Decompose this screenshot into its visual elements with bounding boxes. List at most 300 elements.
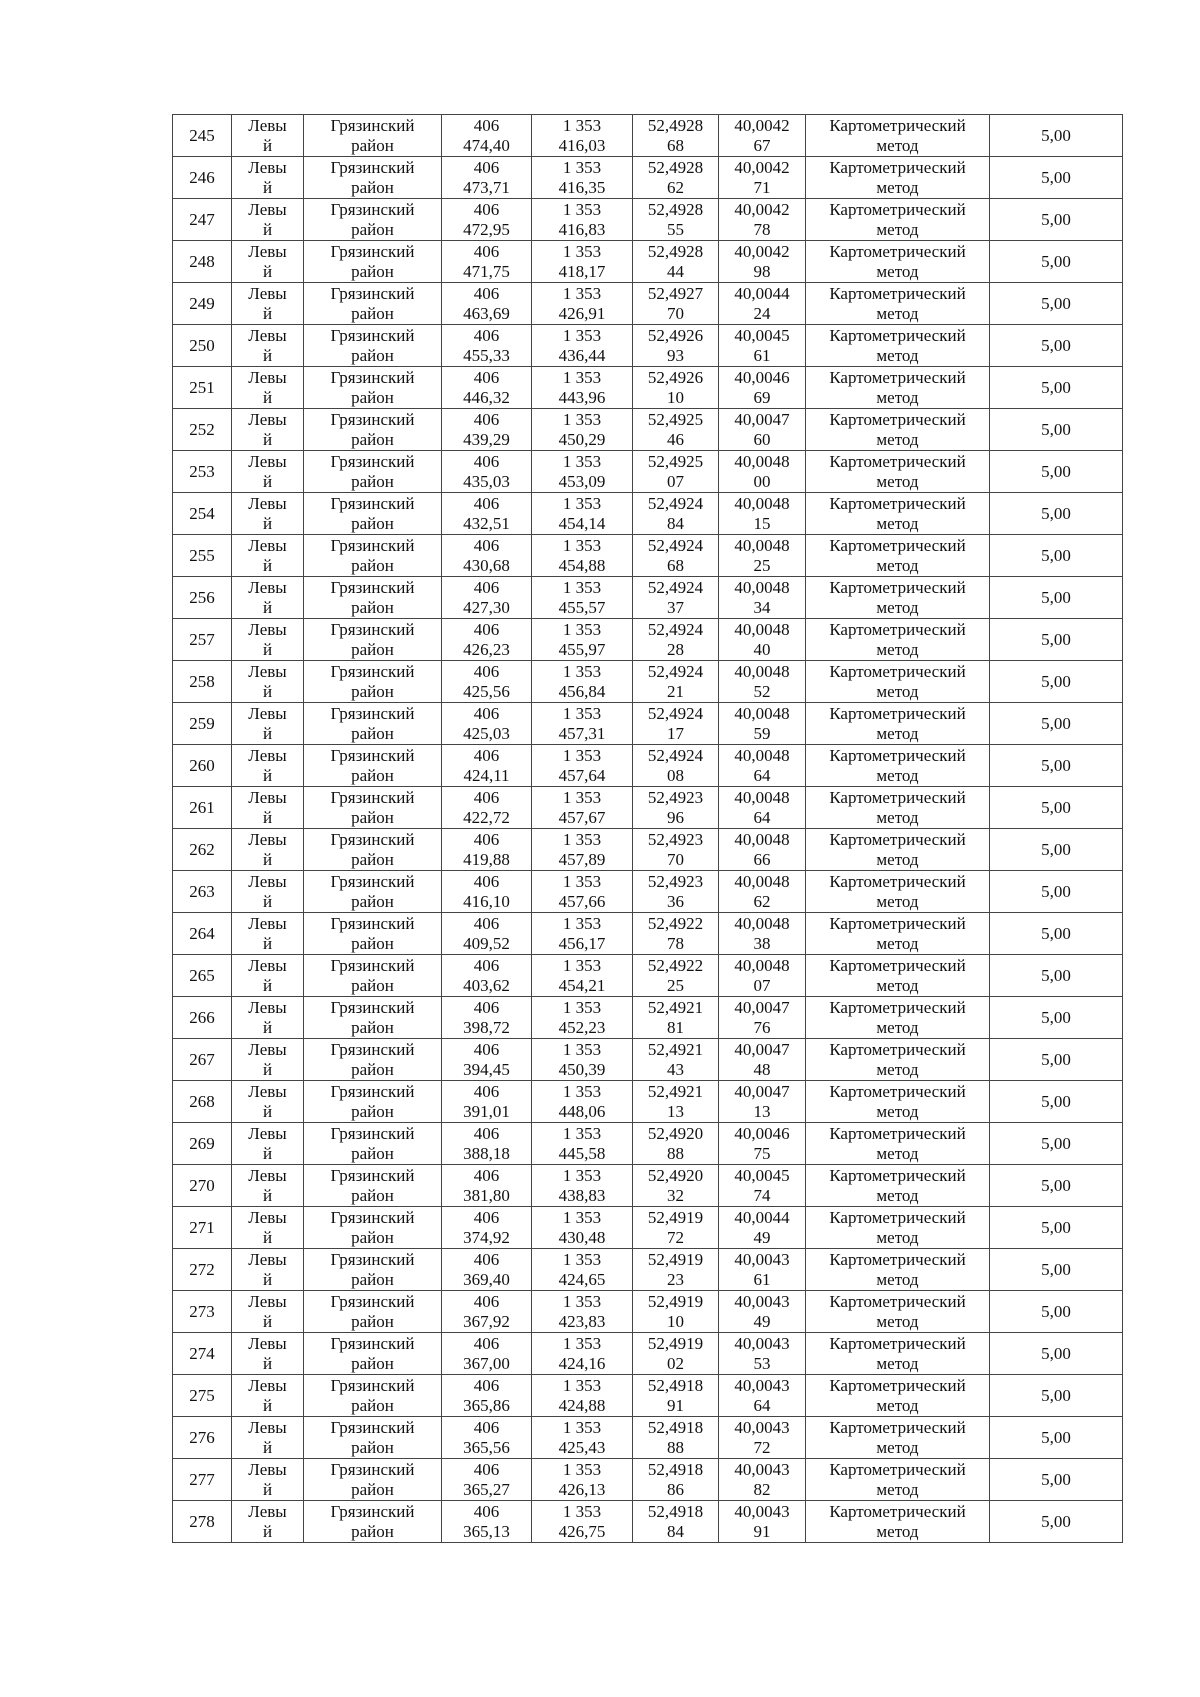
method-cell [806, 451, 990, 493]
longitude-line: 61 [753, 345, 771, 365]
y-coordinate-line: 1 353 [562, 1249, 602, 1269]
method-cell [806, 997, 990, 1039]
latitude-line: 10 [667, 1311, 684, 1331]
accuracy-cell: 5,00 [990, 1123, 1123, 1165]
longitude-line: 40,0042 [734, 241, 790, 261]
latitude-line: 52,4928 [647, 199, 704, 219]
method-line: метод [876, 1311, 919, 1331]
longitude-line: 49 [753, 1311, 771, 1331]
district-cell [304, 619, 442, 661]
x-coordinate-line: 425,56 [463, 681, 510, 701]
latitude-line: 55 [667, 219, 684, 239]
latitude-line: 62 [667, 177, 684, 197]
bank-side-line: Левы [248, 577, 287, 597]
bank-side-line: Левы [248, 871, 287, 891]
table-row [173, 1081, 1123, 1123]
latitude-line: 52,4921 [647, 997, 704, 1017]
y-coordinate-line: 450,29 [558, 429, 606, 449]
y-coordinate-line: 1 353 [562, 1039, 602, 1059]
method-line: метод [876, 219, 919, 239]
bank-side-line: Левы [248, 661, 287, 681]
bank-side-line: й [262, 681, 273, 701]
y-coordinate-line: 424,88 [558, 1395, 606, 1415]
bank-side-line: й [262, 135, 273, 155]
point-number-cell: 256 [173, 577, 232, 619]
bank-side-line: й [262, 303, 273, 323]
latitude-line: 88 [667, 1143, 684, 1163]
bank-side-cell [232, 199, 304, 241]
latitude-line: 52,4924 [647, 577, 704, 597]
bank-side-cell [232, 1249, 304, 1291]
bank-side-cell [232, 703, 304, 745]
x-coordinate-line: 406 [473, 997, 500, 1017]
x-coordinate-cell [442, 1459, 532, 1501]
y-coordinate-cell [532, 493, 633, 535]
longitude-line: 40,0043 [734, 1333, 790, 1353]
x-coordinate-cell [442, 787, 532, 829]
longitude-cell [719, 577, 806, 619]
y-coordinate-line: 1 353 [562, 1501, 602, 1521]
latitude-cell [633, 1249, 719, 1291]
x-coordinate-line: 369,40 [463, 1269, 510, 1289]
longitude-cell [719, 745, 806, 787]
table-row [173, 115, 1123, 157]
longitude-line: 38 [753, 933, 771, 953]
latitude-line: 43 [667, 1059, 684, 1079]
x-coordinate-line: 406 [473, 1207, 500, 1227]
longitude-cell [719, 115, 806, 157]
x-coordinate-cell [442, 577, 532, 619]
x-coordinate-line: 406 [473, 199, 500, 219]
latitude-line: 88 [667, 1437, 684, 1457]
y-coordinate-line: 1 353 [562, 115, 602, 135]
accuracy-cell: 5,00 [990, 703, 1123, 745]
method-line: Картометрический [829, 871, 966, 891]
longitude-line: 40,0046 [734, 1123, 790, 1143]
x-coordinate-line: 365,27 [463, 1479, 510, 1499]
y-coordinate-line: 455,57 [558, 597, 606, 617]
y-coordinate-cell [532, 535, 633, 577]
district-line: район [351, 1437, 394, 1457]
latitude-line: 86 [667, 1479, 684, 1499]
longitude-line: 48 [753, 1059, 771, 1079]
y-coordinate-cell [532, 1375, 633, 1417]
bank-side-cell [232, 1081, 304, 1123]
table-row [173, 493, 1123, 535]
method-cell [806, 157, 990, 199]
y-coordinate-line: 452,23 [558, 1017, 606, 1037]
method-line: метод [876, 303, 919, 323]
bank-side-line: Левы [248, 451, 287, 471]
x-coordinate-cell [442, 619, 532, 661]
point-number-cell: 261 [173, 787, 232, 829]
y-coordinate-line: 1 353 [562, 577, 602, 597]
x-coordinate-cell [442, 451, 532, 493]
accuracy-cell: 5,00 [990, 1459, 1123, 1501]
longitude-line: 40,0048 [734, 577, 790, 597]
method-cell [806, 241, 990, 283]
accuracy-cell: 5,00 [990, 745, 1123, 787]
bank-side-cell [232, 1417, 304, 1459]
accuracy-cell: 5,00 [990, 577, 1123, 619]
bank-side-cell [232, 1459, 304, 1501]
table-row [173, 325, 1123, 367]
x-coordinate-line: 398,72 [463, 1017, 510, 1037]
x-coordinate-line: 406 [473, 241, 500, 261]
longitude-cell [719, 1039, 806, 1081]
latitude-cell [633, 157, 719, 199]
latitude-line: 52,4928 [647, 115, 704, 135]
y-coordinate-cell [532, 367, 633, 409]
district-line: Грязинский [330, 1375, 415, 1395]
district-line: район [351, 891, 394, 911]
district-line: Грязинский [330, 283, 415, 303]
bank-side-cell [232, 451, 304, 493]
method-cell [806, 619, 990, 661]
point-number-cell: 266 [173, 997, 232, 1039]
y-coordinate-line: 1 353 [562, 745, 602, 765]
x-coordinate-line: 406 [473, 787, 500, 807]
method-cell [806, 409, 990, 451]
district-line: район [351, 261, 394, 281]
method-line: метод [876, 429, 919, 449]
latitude-line: 52,4919 [647, 1249, 704, 1269]
longitude-line: 74 [753, 1185, 771, 1205]
y-coordinate-cell [532, 577, 633, 619]
x-coordinate-line: 391,01 [463, 1101, 510, 1121]
latitude-line: 52,4923 [647, 787, 704, 807]
district-line: район [351, 975, 394, 995]
longitude-line: 64 [753, 765, 771, 785]
table-row [173, 283, 1123, 325]
district-line: район [351, 429, 394, 449]
method-line: метод [876, 177, 919, 197]
latitude-line: 68 [667, 135, 684, 155]
accuracy-cell: 5,00 [990, 1501, 1123, 1543]
point-number-cell: 248 [173, 241, 232, 283]
accuracy-cell: 5,00 [990, 1291, 1123, 1333]
district-line: Грязинский [330, 1081, 415, 1101]
method-line: метод [876, 597, 919, 617]
longitude-line: 34 [753, 597, 771, 617]
longitude-cell [719, 1333, 806, 1375]
point-number-cell: 275 [173, 1375, 232, 1417]
table-row [173, 1207, 1123, 1249]
district-line: Грязинский [330, 1291, 415, 1311]
latitude-cell [633, 787, 719, 829]
table-row [173, 1333, 1123, 1375]
longitude-line: 66 [753, 849, 771, 869]
latitude-cell [633, 619, 719, 661]
accuracy-cell: 5,00 [990, 409, 1123, 451]
district-line: Грязинский [330, 1501, 415, 1521]
bank-side-line: Левы [248, 1039, 287, 1059]
latitude-cell [633, 1291, 719, 1333]
y-coordinate-line: 443,96 [558, 387, 606, 407]
district-cell [304, 1459, 442, 1501]
y-coordinate-line: 448,06 [558, 1101, 606, 1121]
latitude-line: 17 [667, 723, 684, 743]
y-coordinate-cell [532, 451, 633, 493]
accuracy-cell: 5,00 [990, 955, 1123, 997]
method-cell [806, 955, 990, 997]
method-cell [806, 1333, 990, 1375]
table-row [173, 1459, 1123, 1501]
method-line: Картометрический [829, 367, 966, 387]
method-line: метод [876, 135, 919, 155]
district-line: район [351, 177, 394, 197]
bank-side-line: й [262, 555, 273, 575]
x-coordinate-line: 406 [473, 1375, 500, 1395]
y-coordinate-line: 454,21 [558, 975, 606, 995]
point-number-cell: 264 [173, 913, 232, 955]
y-coordinate-cell [532, 871, 633, 913]
longitude-line: 40,0048 [734, 535, 790, 555]
bank-side-line: Левы [248, 1417, 287, 1437]
x-coordinate-line: 439,29 [463, 429, 510, 449]
latitude-cell [633, 829, 719, 871]
x-coordinate-cell [442, 367, 532, 409]
y-coordinate-line: 1 353 [562, 1333, 602, 1353]
x-coordinate-line: 367,00 [463, 1353, 510, 1373]
x-coordinate-cell [442, 493, 532, 535]
district-line: район [351, 1521, 394, 1541]
x-coordinate-line: 374,92 [463, 1227, 510, 1247]
district-line: Грязинский [330, 367, 415, 387]
point-number-cell: 277 [173, 1459, 232, 1501]
x-coordinate-line: 406 [473, 1501, 500, 1521]
bank-side-line: й [262, 1479, 273, 1499]
bank-side-cell [232, 577, 304, 619]
x-coordinate-line: 406 [473, 451, 500, 471]
latitude-line: 52,4921 [647, 1081, 704, 1101]
district-line: район [351, 219, 394, 239]
x-coordinate-line: 424,11 [463, 765, 510, 785]
accuracy-cell: 5,00 [990, 1417, 1123, 1459]
point-number-cell: 276 [173, 1417, 232, 1459]
method-line: метод [876, 891, 919, 911]
y-coordinate-line: 416,03 [558, 135, 606, 155]
district-cell [304, 577, 442, 619]
bank-side-line: Левы [248, 829, 287, 849]
latitude-line: 28 [667, 639, 684, 659]
bank-side-cell [232, 1375, 304, 1417]
y-coordinate-cell [532, 1207, 633, 1249]
district-cell [304, 745, 442, 787]
table-row [173, 367, 1123, 409]
longitude-line: 98 [753, 261, 771, 281]
point-number-cell: 259 [173, 703, 232, 745]
latitude-line: 70 [667, 849, 684, 869]
y-coordinate-line: 418,17 [558, 261, 606, 281]
latitude-line: 52,4924 [647, 619, 704, 639]
district-cell [304, 283, 442, 325]
table-row [173, 1501, 1123, 1543]
longitude-line: 59 [753, 723, 771, 743]
longitude-cell [719, 493, 806, 535]
longitude-line: 64 [753, 807, 771, 827]
x-coordinate-cell [442, 325, 532, 367]
table-row [173, 871, 1123, 913]
accuracy-cell: 5,00 [990, 157, 1123, 199]
method-cell [806, 829, 990, 871]
x-coordinate-cell [442, 1417, 532, 1459]
method-line: метод [876, 1479, 919, 1499]
table-row [173, 157, 1123, 199]
method-cell [806, 1165, 990, 1207]
method-line: Картометрический [829, 661, 966, 681]
table-row [173, 1165, 1123, 1207]
x-coordinate-line: 406 [473, 745, 500, 765]
method-line: Картометрический [829, 787, 966, 807]
y-coordinate-line: 1 353 [562, 367, 602, 387]
bank-side-line: Левы [248, 325, 287, 345]
district-line: район [351, 135, 394, 155]
table-row [173, 955, 1123, 997]
longitude-cell [719, 409, 806, 451]
y-coordinate-line: 416,83 [558, 219, 606, 239]
longitude-cell [719, 1207, 806, 1249]
x-coordinate-cell [442, 1165, 532, 1207]
bank-side-line: Левы [248, 199, 287, 219]
district-line: район [351, 1395, 394, 1415]
method-cell [806, 787, 990, 829]
x-coordinate-cell [442, 199, 532, 241]
accuracy-cell: 5,00 [990, 199, 1123, 241]
longitude-line: 71 [753, 177, 771, 197]
longitude-cell [719, 997, 806, 1039]
latitude-cell [633, 703, 719, 745]
method-line: Картометрический [829, 703, 966, 723]
longitude-line: 40,0048 [734, 787, 790, 807]
y-coordinate-line: 1 353 [562, 451, 602, 471]
district-line: район [351, 1185, 394, 1205]
table-row [173, 1375, 1123, 1417]
district-line: Грязинский [330, 1207, 415, 1227]
method-line: метод [876, 1395, 919, 1415]
bank-side-line: Левы [248, 1291, 287, 1311]
longitude-cell [719, 1375, 806, 1417]
longitude-line: 67 [753, 135, 771, 155]
bank-side-line: Левы [248, 1249, 287, 1269]
bank-side-cell [232, 1123, 304, 1165]
accuracy-cell: 5,00 [990, 1081, 1123, 1123]
bank-side-line: й [262, 261, 273, 281]
district-cell [304, 157, 442, 199]
point-number-cell: 260 [173, 745, 232, 787]
y-coordinate-line: 1 353 [562, 913, 602, 933]
y-coordinate-cell [532, 1165, 633, 1207]
bank-side-cell [232, 619, 304, 661]
district-cell [304, 1249, 442, 1291]
district-line: район [351, 639, 394, 659]
latitude-line: 52,4924 [647, 535, 704, 555]
x-coordinate-line: 365,56 [463, 1437, 510, 1457]
table-row [173, 703, 1123, 745]
latitude-cell [633, 1333, 719, 1375]
table-row [173, 997, 1123, 1039]
x-coordinate-line: 455,33 [463, 345, 510, 365]
latitude-cell [633, 367, 719, 409]
x-coordinate-line: 406 [473, 703, 500, 723]
y-coordinate-cell [532, 157, 633, 199]
y-coordinate-line: 1 353 [562, 619, 602, 639]
longitude-line: 40,0043 [734, 1249, 790, 1269]
method-cell [806, 1291, 990, 1333]
method-line: Картометрический [829, 577, 966, 597]
latitude-line: 52,4928 [647, 241, 704, 261]
latitude-line: 78 [667, 933, 684, 953]
longitude-cell [719, 1417, 806, 1459]
y-coordinate-cell [532, 829, 633, 871]
method-line: Картометрический [829, 1039, 966, 1059]
latitude-cell [633, 241, 719, 283]
district-cell [304, 1291, 442, 1333]
latitude-cell [633, 451, 719, 493]
district-line: район [351, 1017, 394, 1037]
latitude-line: 52,4920 [647, 1123, 704, 1143]
accuracy-cell: 5,00 [990, 1249, 1123, 1291]
method-line: Картометрический [829, 1165, 966, 1185]
longitude-cell [719, 1123, 806, 1165]
district-cell [304, 829, 442, 871]
y-coordinate-line: 416,35 [558, 177, 606, 197]
x-coordinate-line: 406 [473, 577, 500, 597]
district-line: район [351, 345, 394, 365]
bank-side-line: Левы [248, 913, 287, 933]
bank-side-line: Левы [248, 1459, 287, 1479]
x-coordinate-cell [442, 997, 532, 1039]
method-line: Картометрический [829, 913, 966, 933]
bank-side-line: Левы [248, 367, 287, 387]
bank-side-line: Левы [248, 409, 287, 429]
method-line: Картометрический [829, 829, 966, 849]
latitude-cell [633, 1081, 719, 1123]
method-cell [806, 913, 990, 955]
bank-side-line: Левы [248, 283, 287, 303]
x-coordinate-line: 406 [473, 619, 500, 639]
latitude-line: 68 [667, 555, 684, 575]
x-coordinate-line: 406 [473, 325, 500, 345]
latitude-line: 52,4922 [647, 913, 704, 933]
bank-side-line: й [262, 345, 273, 365]
latitude-cell [633, 1375, 719, 1417]
latitude-line: 37 [667, 597, 684, 617]
district-cell [304, 661, 442, 703]
method-line: Картометрический [829, 1501, 966, 1521]
bank-side-cell [232, 661, 304, 703]
bank-side-cell [232, 913, 304, 955]
method-line: метод [876, 723, 919, 743]
y-coordinate-cell [532, 703, 633, 745]
x-coordinate-cell [442, 115, 532, 157]
y-coordinate-line: 1 353 [562, 493, 602, 513]
x-coordinate-line: 406 [473, 535, 500, 555]
method-line: метод [876, 1353, 919, 1373]
accuracy-cell: 5,00 [990, 997, 1123, 1039]
longitude-cell [719, 451, 806, 493]
method-cell [806, 1417, 990, 1459]
district-cell [304, 1375, 442, 1417]
longitude-line: 53 [753, 1353, 771, 1373]
y-coordinate-cell [532, 745, 633, 787]
bank-side-line: Левы [248, 1333, 287, 1353]
district-line: район [351, 1227, 394, 1247]
district-cell [304, 409, 442, 451]
x-coordinate-line: 430,68 [463, 555, 510, 575]
district-line: Грязинский [330, 1459, 415, 1479]
latitude-cell [633, 1165, 719, 1207]
